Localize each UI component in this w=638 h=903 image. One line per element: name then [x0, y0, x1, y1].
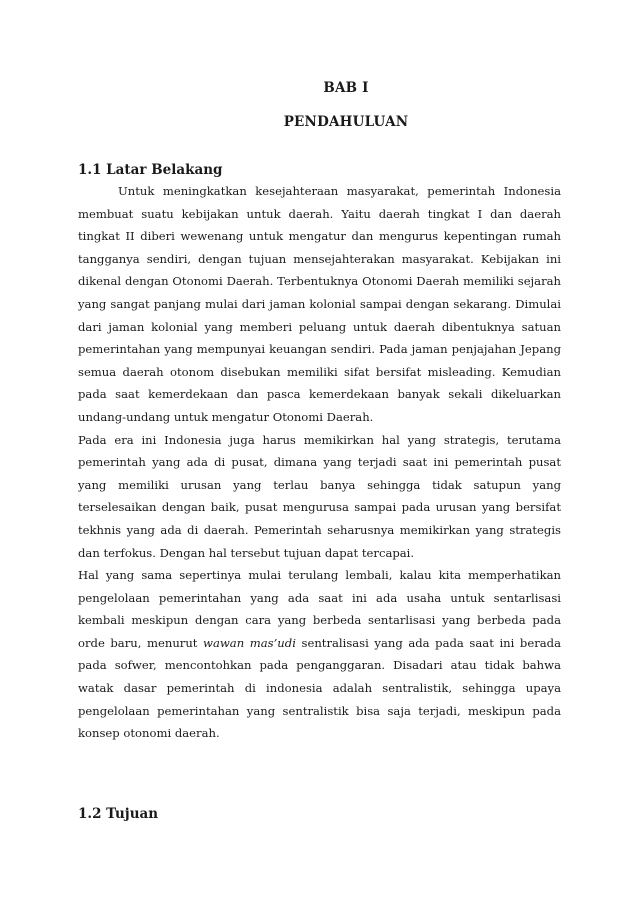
- section-heading-tujuan: 1.2 Tujuan: [78, 806, 159, 822]
- section-heading-latar-belakang: 1.1 Latar Belakang: [78, 162, 223, 178]
- paragraph-3-text-b: sentralisasi yang ada pada saat ini berada pada sofwer, mencontohkan pada penganggaran. Disadari atau tidak bahwa watak dasar pemerintah di indonesia adalah sentralistik, sehingga upaya pengelolaan pemerintahan yang sentralistik bisa saja terjadi, meskipun pada konsep otonomi daerah.: [78, 635, 561, 741]
- paragraph-3-italic-name: wawan mas’udi: [203, 635, 296, 650]
- chapter-label: BAB I: [323, 80, 369, 96]
- paragraph-1: Untuk meningkatkan kesejahteraan masyarakat, pemerintah Indonesia membuat suatu kebijakan untuk daerah. Yaitu daerah tingkat I dan daerah tingkat II diberi wewenang untuk mengatur dan mengurus kepentingan rumah tangganya sendiri, dengan tujuan mensejahterakan masyarakat. Kebijakan ini dikenal dengan Otonomi Daerah. Terbentuknya Otonomi Daerah memiliki sejarah yang sangat panjang mulai dari jaman kolonial sampai dengan sekarang. Dimulai dari jaman kolonial yang memberi peluang untuk daerah dibentuknya satuan pemerintahan yang mempunyai keuangan sendiri. Pada jaman penjajahan Jepang semua daerah otonom disebukan memiliki sifat bersifat misleading. Kemudian pada saat kemerdekaan dan pasca kemerdekaan banyak sekali dikeluarkan undang-undang untuk mengatur Otonomi Daerah.: [78, 184, 561, 424]
- paragraph-3-text-a: Hal yang sama sepertinya mulai terulang lembali, kalau kita memperhatikan pengelolaan pemerintahan yang ada saat ini ada usaha untuk sentarlisasi kembali meskipun dengan cara yang berbeda sentarlisasi yang berbeda pada orde baru, menurut: [78, 568, 561, 650]
- paragraph-3: [78, 564, 561, 745]
- body-text: [78, 180, 561, 745]
- paragraph-2: Pada era ini Indonesia juga harus memikirkan hal yang strategis, terutama pemerintah yang ada di pusat, dimana yang terjadi saat ini pemerintah pusat yang memiliki urusan yang terlau banya sehingga tidak satupun yang terselesaikan dengan baik, pusat mengurusa sampai pada urusan yang bersifat tekhnis yang ada di daerah. Pemerintah seharusnya memikirkan yang strategis dan terfokus. Dengan hal tersebut tujuan dapat tercapai.: [78, 432, 561, 560]
- chapter-title: PENDAHULUAN: [283, 114, 409, 130]
